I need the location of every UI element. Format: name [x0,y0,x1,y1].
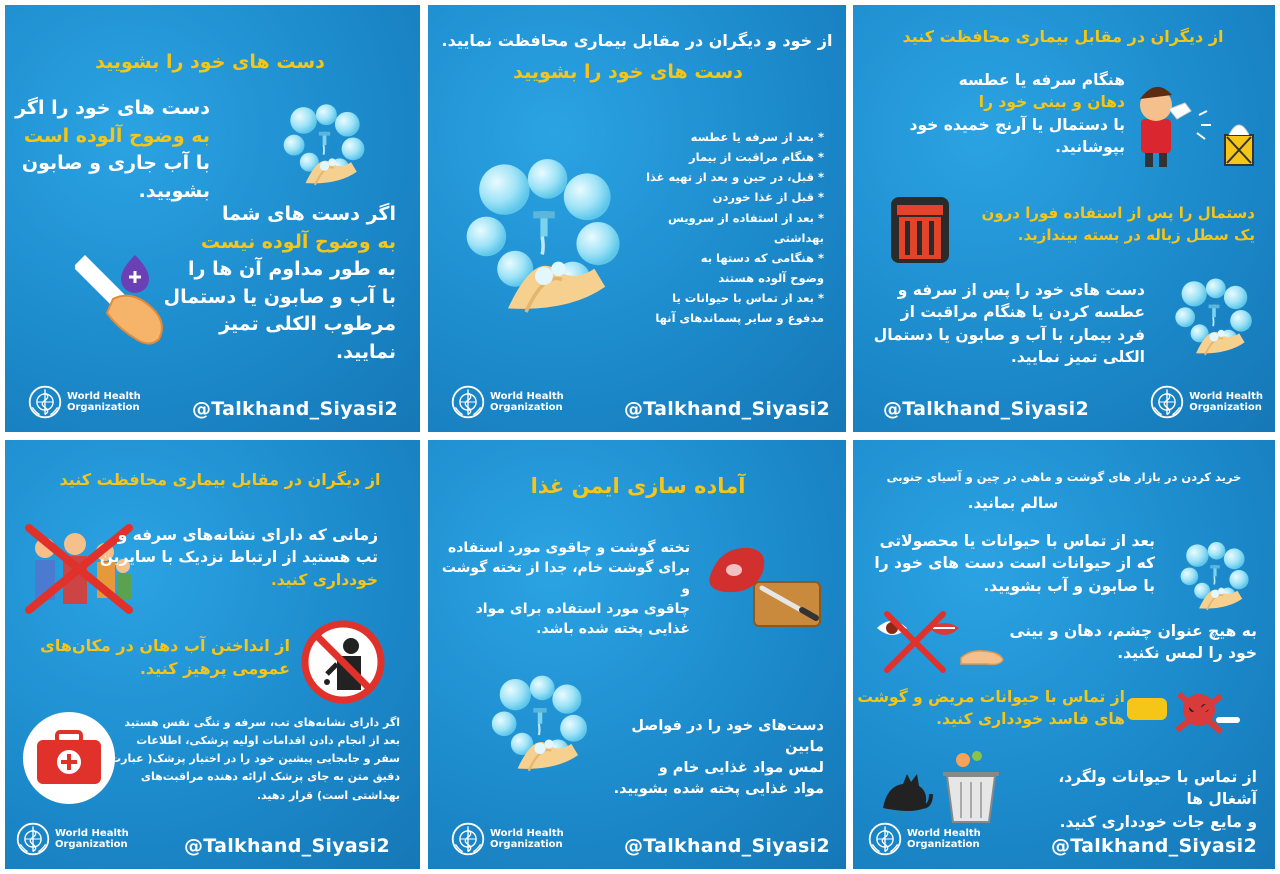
panel-title: دست های خود را بشویید [95,51,325,73]
avoid-stray-animals-text: از تماس با حیوانات ولگرد، آشغال ها و مایع جات خودداری کنید. [1058,768,1257,831]
list-item: * هنگام مراقبت از بیمار [689,150,824,165]
channel-handle: @Talkhand_Siyasi2 [883,398,1090,420]
channel-handle: @Talkhand_Siyasi2 [191,398,398,420]
seek-care-text: اگر دارای نشانه‌های تب، سرفه و تنگی نفس هستید بعد از انجام دادن اقدامات اولیه پزشکی، اطلاعات سفر و جابجایی پیشین خود را در اختیار پزشک( عبارت دقیق متن به جای پزشک ارائه دهنده مراقبت‌های بهداشتی است) قرار دهید. [110,716,400,802]
wash-between-text: دست‌های خود را در فواصل مابین لمس مواد غذایی خام و مواد غذایی پخته شده بشویید. [613,718,824,798]
who-logo: World Health Organization [450,821,564,857]
wash-after-animals-text: بعد از تماس با حیوانات یا محصولاتی که از حیوانات است دست های خود را با صابون و آب بشویید. [874,532,1155,595]
rotten-meat-icon [1123,680,1243,750]
who-logo: World Health Organization [450,384,564,420]
panel-avoid-contact [5,440,420,869]
panel-title: خرید کردن در بازار های گوشت و ماهی در چین و آسیای جنوبی [886,470,1242,484]
who-emblem-icon [27,384,63,420]
clean-hands-text: دست های خود را پس از سرفه و عطسه کردن یا هنگام مراقبت از فرد بیمار، با آب و صابون یا دستمال الکلی تمیز نمایید. [873,281,1145,367]
hand-washing-icon [484,666,596,786]
panel-title: آماده سازی ایمن غذا [530,474,746,498]
channel-handle: @Talkhand_Siyasi2 [1050,835,1257,857]
who-logo: World Health Organization [1149,384,1263,420]
cover-cough-text: هنگام سرفه یا عطسه دهان و بینی خود را با دستمال یا آرنج خمیده خود بپوشانید. [909,71,1125,157]
who-logo: World Health Organization [867,821,981,857]
wash-times-list [646,127,824,328]
who-emblem-icon [450,384,486,420]
list-item: * بعد از استفاده از سرویس [667,210,824,225]
panel-title: از دیگران در مقابل بیماری محافظت کنید [902,27,1224,46]
no-spitting-text: از انداختن آب دهان در مکان‌های عمومی پرهیز کنید. [40,636,290,679]
channel-handle: @Talkhand_Siyasi2 [183,835,390,857]
channel-handle: @Talkhand_Siyasi2 [623,835,830,857]
who-logo: World Health Organization [15,821,129,857]
panel-protect-yourself [428,5,846,432]
stray-cat-trash-icon [877,746,1003,826]
list-item: * بعد از سرفه یا عطسه [690,130,824,144]
hand-washing-icon [1169,269,1259,369]
no-spitting-icon [301,620,385,704]
list-item: * بعد از تماس با حیوانات یا [672,291,824,305]
panel-markets [853,440,1275,869]
hand-washing-icon [454,145,634,335]
hand-sanitizer-icon [75,245,175,355]
hand-washing-icon [277,97,372,197]
who-emblem-icon [450,821,486,857]
panel-title: از دیگران در مقابل بیماری محافظت کنید [59,470,381,489]
first-aid-kit-icon [21,710,117,806]
avoid-sick-animals-text: از تماس با حیوانات مریض و گوشت های فاسد خودداری کنید. [857,688,1125,729]
panel-wash-hands [5,5,420,432]
hand-washing-icon [1175,534,1255,622]
who-logo: World Health Organization [27,384,141,420]
who-emblem-icon [1149,384,1185,420]
panel-protect-others [853,5,1275,432]
no-touch-face-text: به هیچ عنوان چشم، دهان و بینی خود را لمس نکنید. [1009,622,1257,663]
panel-title: از خود و دیگران در مقابل بیماری محافظت نمایید. [441,31,833,50]
no-touch-face-icon [873,608,1009,678]
list-item: مدفوع و سایر پسماندهای آنها [655,311,824,326]
trash-bin-icon [889,191,951,267]
wash-if-dirty-text: دست های خود را اگر به وضوح آلوده است با آب جاری و صابون بشویید. [15,97,210,202]
list-item: وضوح آلوده هستند [718,270,824,285]
list-item: * هنگامی که دستها به [700,250,824,265]
separate-boards-text: تخته گوشت و چاقوی مورد استفاده برای گوشت خام، جدا از تخته گوشت و چاقوی مورد استفاده برای مواد غذایی پخته شده باشد. [441,540,690,638]
wash-if-not-dirty-text: اگر دست های شما به وضوح آلوده نیست به طور مداوم آن ها را با آب و صابون یا دستمال مرطوب الکلی تمیز نمایید. [163,203,396,363]
list-item: بهداشتی [773,230,824,245]
list-item: * قبل، در حین و بعد از تهیه غذا [646,170,824,185]
sneezing-person-icon [1129,75,1259,170]
dispose-tissue-text: دستمال را پس از استفاده فورا درون یک سطل زباله در بسته بیندازید. [981,204,1255,244]
panel-subtitle: دست های خود را بشویید [513,61,743,83]
who-emblem-icon [867,821,903,857]
list-item: * قبل از غذا خوردن [712,190,824,205]
cutting-board-icon [704,536,828,632]
avoid-contact-text: زمانی که دارای نشانه‌های سرفه و تب هستید از ارتباط نزدیک با سایرین خودداری کنید. [99,526,378,589]
who-emblem-icon [15,821,51,857]
panel-subtitle: سالم بمانید. [967,494,1059,512]
panel-safe-food [428,440,846,869]
channel-handle: @Talkhand_Siyasi2 [623,398,830,420]
